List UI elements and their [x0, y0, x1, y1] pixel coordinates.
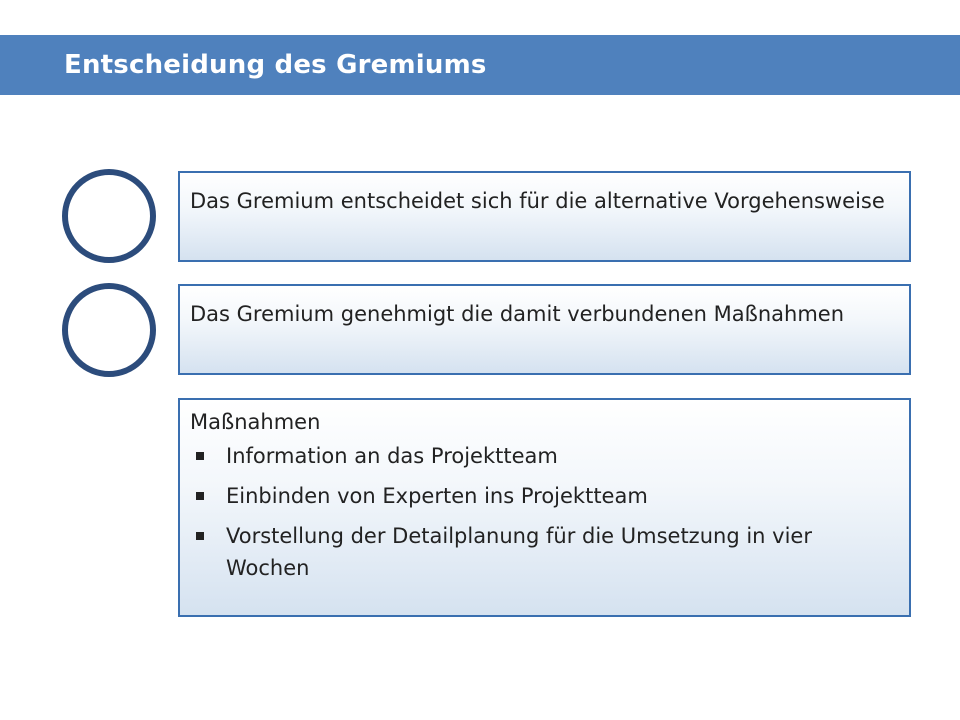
measures-item-text: Information an das Projektteam	[226, 444, 558, 468]
decision-box-1	[178, 171, 911, 262]
slide-title: Entscheidung des Gremiums	[64, 50, 487, 80]
decision-box-2	[178, 284, 911, 375]
square-bullet-icon	[196, 492, 204, 500]
measures-list	[190, 440, 899, 584]
measures-box	[178, 398, 911, 617]
decision-1-text: Das Gremium entscheidet sich für die alternative Vorgehensweise	[190, 189, 885, 213]
decision-1-circle-icon	[62, 169, 156, 263]
square-bullet-icon	[196, 452, 204, 460]
decision-2-text: Das Gremium genehmigt die damit verbundenen Maßnahmen	[190, 302, 845, 326]
measures-list-item	[190, 520, 899, 584]
measures-heading: Maßnahmen	[190, 410, 321, 434]
measures-list-item	[190, 480, 899, 512]
decision-2-circle-icon	[62, 283, 156, 377]
square-bullet-icon	[196, 532, 204, 540]
title-bar	[0, 35, 960, 95]
measures-list-item	[190, 440, 899, 472]
measures-item-text: Einbinden von Experten ins Projektteam	[226, 484, 648, 508]
measures-item-text: Vorstellung der Detailplanung für die Umsetzung in vier Wochen	[226, 524, 812, 580]
